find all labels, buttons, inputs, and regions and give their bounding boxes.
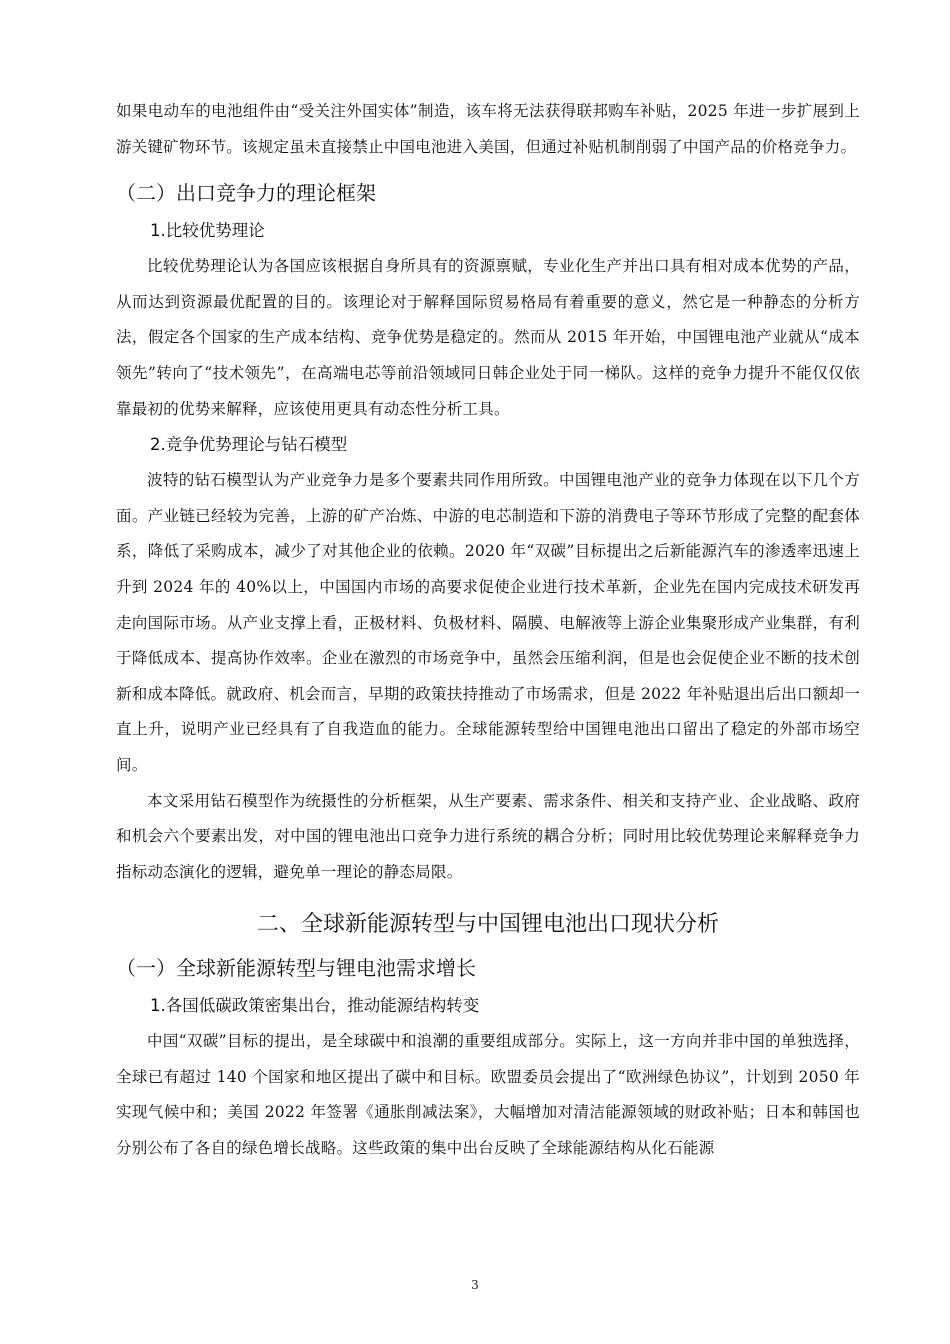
page-number: 3 [471,1278,479,1292]
paragraph-framework: 本文采用钻石模型作为统摄性的分析框架，从生产要素、需求条件、相关和支持产业、企业战略、政府和机会六个要素出发，对中国的锂电池出口竞争力进行系统的耦合分析；同时用比较优势理论来解释竞争力指标动态演化的逻辑，避免单一理论的静态局限。 [116,791,860,881]
paragraph-policy: 中国“双碳”目标的提出，是全球碳中和浪潮的重要组成部分。实际上，这一方向并非中国的单独选择，全球已有超过 140 个国家和地区提出了碳中和目标。欧盟委员会提出了“欧洲绿色协议”，计划到 2050 年实现气候中和；美国 2022 年签署《通胀削减法案》，大幅增加对清洁能源领域的财政补贴；日本和韩国也分别公布了各自的绿色增长战略。这些政策的集中出台反映了全球能源结构从化石能源 [116,1032,860,1158]
subsection-heading-low-carbon-policy: 1.各国低碳政策密集出台，推动能源结构转变 [150,996,480,1016]
paragraph-comparative-advantage: 比较优势理论认为各国应该根据自身所具有的资源禀赋，专业化生产并出口具有相对成本优势的产品，从而达到资源最优配置的目的。该理论对于解释国际贸易格局有着重要的意义，然它是一种静态的分析方法，假定各个国家的生产成本结构、竞争优势是稳定的。然而从 2015 年开始，中国锂电池产业就从“成本领先”转向了“技术领先”，在高端电芯等前沿领域同日韩企业处于同一梯队。这样的竞争力提升不能仅仅依靠最初的优势来解释，应该使用更具有动态性分析工具。 [116,257,860,418]
section-heading-demand-growth: （一）全球新能源转型与锂电池需求增长 [116,956,476,981]
paragraph-diamond-model: 波特的钻石模型认为产业竞争力是多个要素共同作用所致。中国锂电池产业的竞争力体现在以下几个方面。产业链已经较为完善，上游的矿产冶炼、中游的电芯制造和下游的消费电子等环节形成了完整的配套体系，降低了采购成本，减少了对其他企业的依赖。2020 年“双碳”目标提出之后新能源汽车的渗透率迅速上升到 2024 年的 40%以上，中国国内市场的高要求促使企业进行技术革新，企业先在国内完成技术研发再走向国际市场。从产业支撑上看，正极材料、负极材料、隔膜、电解液等上游企业集聚形成产业集群，有利于降低成本、提高协作效率。企业在激烈的市场竞争中，虽然会压缩利润，但是也会促使企业不断的技术创新和成本降低。就政府、机会而言，早期的政策扶持推动了市场需求，但是 2022 年补贴退出后出口额却一直上升，说明产业已经具有了自我造血的能力。全球能源转型给中国锂电池出口留出了稳定的外部市场空间。 [116,471,860,774]
section-heading-theory-framework: （二）出口竞争力的理论框架 [116,181,376,206]
page-body [116,94,860,1167]
chapter-heading: 二、全球新能源转型与中国锂电池出口现状分析 [256,912,719,938]
paragraph-intro-continuation: 如果电动车的电池组件由“受关注外国实体”制造，该车将无法获得联邦购车补贴，2025 年进一步扩展到上游关键矿物环节。该规定虽未直接禁止中国电池进入美国，但通过补贴机制削弱了中国产品的价格竞争力。 [116,102,860,156]
subsection-heading-comparative-advantage: 1.比较优势理论 [150,221,265,241]
subsection-heading-diamond-model: 2.竞争优势理论与钻石模型 [150,435,348,455]
